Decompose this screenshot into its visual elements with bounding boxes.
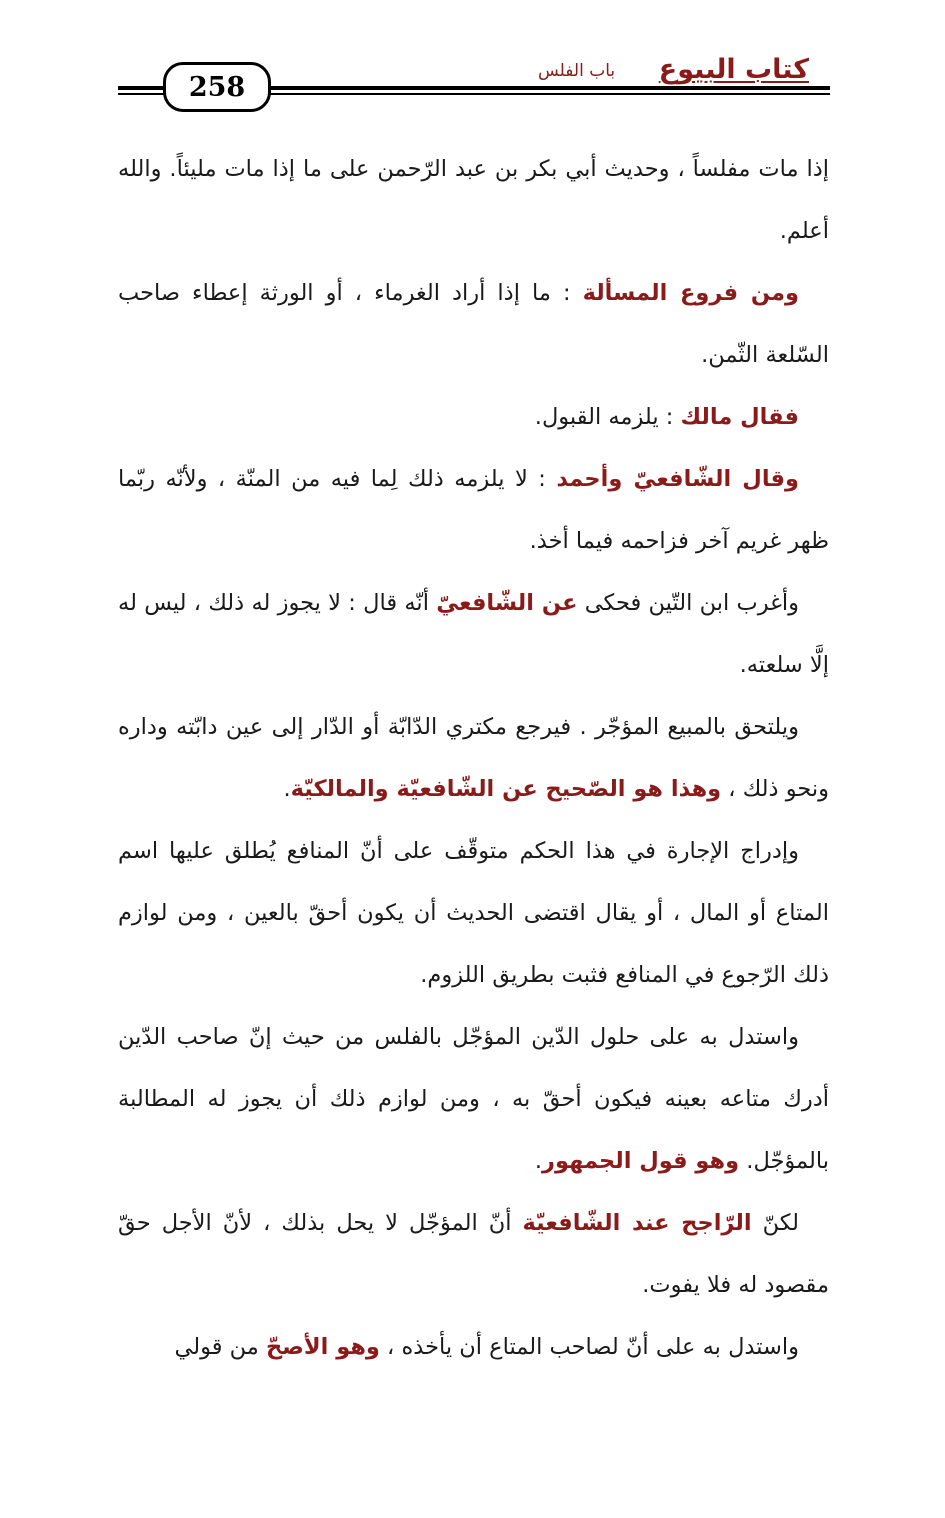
paragraph	[118, 386, 829, 448]
body-text: من قولي	[174, 1334, 266, 1360]
highlighted-text: وهو الأصحّ	[265, 1334, 380, 1360]
highlighted-text: وهذا هو الصّحيح عن الشّافعيّة والمالكيّة	[290, 776, 722, 802]
paragraph	[118, 262, 829, 386]
page-header	[0, 0, 945, 110]
body-text: واستدل به على أنّ لصاحب المتاع أن يأخذه ،	[379, 1334, 799, 1360]
highlighted-text: فقال مالك	[680, 404, 799, 430]
body-text: أنّه قال : لا يجوز له ذلك ، ليس له إلَّا سلعته.	[118, 590, 829, 678]
highlighted-text: وهو قول الجمهور	[542, 1148, 740, 1174]
body-text: إذا مات مفلساً ، وحديث أبي بكر بن عبد الرّحمن على ما إذا مات مليئاً. والله أعلم.	[118, 156, 829, 244]
highlighted-text: عن الشّافعيّ	[436, 590, 578, 616]
paragraph	[118, 1316, 829, 1378]
book-title: كتاب البيوع	[658, 54, 809, 85]
highlighted-text: وقال الشّافعيّ وأحمد	[556, 466, 799, 492]
body-text: أنّ المؤجّل لا يحل بذلك ، لأنّ الأجل حقّ مقصود له فلا يفوت.	[118, 1210, 829, 1298]
body-text: لكنّ	[751, 1210, 799, 1236]
page-number: 258	[188, 71, 246, 103]
body-text: .	[534, 1148, 543, 1174]
paragraph	[118, 1192, 829, 1316]
paragraph	[118, 820, 829, 1006]
page-number-box	[163, 62, 271, 112]
body-text: : لا يلزمه ذلك لِما فيه من المنّة ، ولأنّه ربّما ظهر غريم آخر فزاحمه فيما أخذ.	[118, 466, 829, 554]
highlighted-text: ومن فروع المسألة	[582, 280, 799, 306]
chapter-title: باب الفلس	[538, 61, 616, 81]
body-text: .	[283, 776, 291, 802]
body-text: ويلتحق بالمبيع المؤجّر . فيرجع مكتري الدّابّة أو الدّار إلى عين دابّته وداره ونحو ذلك ،	[118, 714, 829, 802]
highlighted-text: الرّاجح عند الشّافعيّة	[522, 1210, 752, 1236]
paragraph	[118, 572, 829, 696]
paragraph	[118, 138, 829, 262]
body-text: واستدل به على حلول الدّين المؤجّل بالفلس من حيث إنّ صاحب الدّين أدرك متاعه بعينه فيكون أحقّ به ، ومن لوازم ذلك أن يجوز له المطالبة بالمؤجّل.	[118, 1024, 829, 1174]
page-body	[118, 138, 829, 1378]
body-text: وأغرب ابن التّين فحكى	[577, 590, 799, 616]
body-text: وإدراج الإجارة في هذا الحكم متوقّف على أنّ المنافع يُطلق عليها اسم المتاع أو المال ، أو يقال اقتضى الحديث أن يكون أحقّ بالعين ، ومن لوازم ذلك الرّجوع في المنافع فثبت بطريق اللزوم.	[118, 838, 829, 988]
paragraph	[118, 696, 829, 820]
body-text: : يلزمه القبول.	[534, 404, 681, 430]
body-text: : ما إذا أراد الغرماء ، أو الورثة إعطاء صاحب السّلعة الثّمن.	[118, 280, 829, 368]
paragraph	[118, 1006, 829, 1192]
paragraph	[118, 448, 829, 572]
